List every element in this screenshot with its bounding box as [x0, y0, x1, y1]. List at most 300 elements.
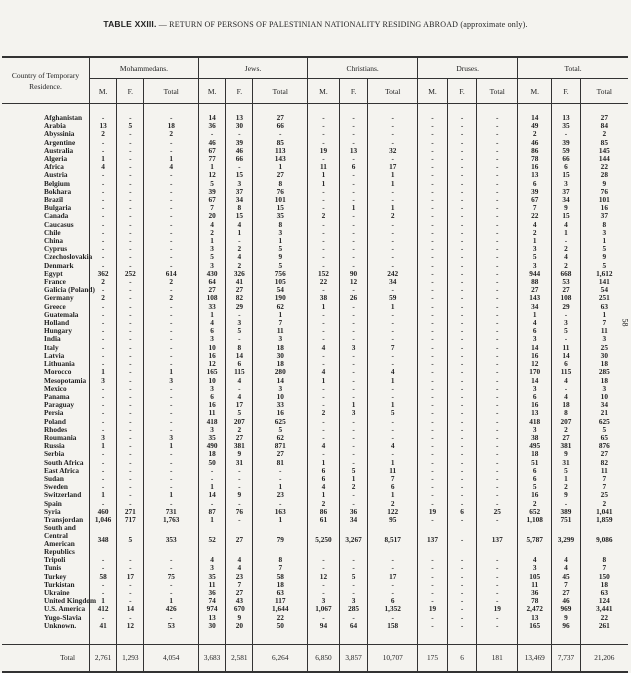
value-cell: 1: [518, 237, 552, 245]
value-cell: 6: [198, 327, 225, 335]
value-cell: 4,054: [144, 644, 199, 672]
value-cell: -: [339, 286, 367, 294]
value-cell: -: [418, 500, 448, 508]
value-cell: 30: [580, 352, 628, 360]
value-cell: 7: [368, 475, 418, 483]
value-cell: -: [117, 237, 144, 245]
value-cell: 23: [226, 573, 253, 581]
value-cell: 190: [253, 294, 308, 302]
value-cell: -: [368, 237, 418, 245]
value-cell: 969: [552, 605, 580, 613]
country-cell: Latvia: [44, 350, 65, 360]
value-cell: 10: [580, 393, 628, 401]
value-cell: 63: [580, 589, 628, 597]
value-cell: 170: [518, 368, 552, 376]
value-cell: 1: [308, 180, 340, 188]
value-cell: -: [89, 188, 116, 196]
value-cell: [308, 630, 340, 645]
value-cell: -: [308, 418, 340, 426]
value-cell: -: [477, 221, 518, 229]
value-cell: 79: [253, 524, 308, 556]
value-cell: -: [368, 434, 418, 442]
value-cell: 9: [226, 614, 253, 622]
value-cell: -: [552, 385, 580, 393]
value-cell: 4: [226, 393, 253, 401]
value-cell: -: [308, 385, 340, 393]
value-cell: -: [144, 196, 199, 204]
value-cell: 1: [552, 475, 580, 483]
value-cell: 84: [580, 122, 628, 130]
value-cell: 31: [552, 459, 580, 467]
value-cell: 5: [580, 262, 628, 270]
value-cell: -: [339, 393, 367, 401]
value-cell: -: [447, 605, 477, 613]
value-cell: 4: [518, 221, 552, 229]
value-cell: 13,469: [518, 644, 552, 672]
value-cell: -: [339, 221, 367, 229]
value-cell: 4: [308, 368, 340, 376]
value-cell: -: [89, 401, 116, 409]
value-cell: 652: [518, 508, 552, 516]
subheader-cell: Total: [368, 79, 418, 104]
value-cell: 163: [253, 508, 308, 516]
value-cell: 1: [144, 491, 199, 499]
value-cell: 460: [89, 508, 116, 516]
return-table: [2, 56, 628, 673]
value-cell: -: [447, 483, 477, 491]
group-header-christians: Christians.: [308, 57, 418, 79]
value-cell: 38: [308, 294, 340, 302]
value-cell: 66: [552, 155, 580, 163]
value-cell: 348: [89, 524, 116, 556]
value-cell: 5: [580, 245, 628, 253]
value-cell: 280: [253, 368, 308, 376]
value-cell: 1: [339, 475, 367, 483]
value-cell: -: [418, 409, 448, 417]
value-cell: -: [308, 581, 340, 589]
value-cell: -: [447, 311, 477, 319]
value-cell: -: [418, 212, 448, 220]
value-cell: -: [89, 393, 116, 401]
value-cell: 1: [368, 491, 418, 499]
value-cell: 1: [253, 516, 308, 524]
value-cell: 78: [518, 597, 552, 605]
value-cell: 1: [308, 377, 340, 385]
value-cell: 3: [253, 385, 308, 393]
value-cell: -: [339, 335, 367, 343]
value-cell: -: [368, 130, 418, 138]
value-cell: -: [447, 352, 477, 360]
value-cell: -: [477, 278, 518, 286]
value-cell: -: [477, 237, 518, 245]
value-cell: 2,581: [226, 644, 253, 672]
value-cell: -: [89, 426, 116, 434]
value-cell: -: [368, 385, 418, 393]
value-cell: -: [117, 245, 144, 253]
subheader-cell: Total: [477, 79, 518, 104]
country-cell: Total: [2, 644, 89, 672]
value-cell: 7: [580, 564, 628, 572]
country-cell: Caucasus: [44, 219, 74, 229]
value-cell: -: [368, 352, 418, 360]
value-cell: 10: [253, 393, 308, 401]
country-cell: Belgium: [44, 178, 70, 188]
value-cell: -: [339, 434, 367, 442]
value-cell: -: [339, 614, 367, 622]
value-cell: 27: [552, 286, 580, 294]
value-cell: -: [477, 622, 518, 630]
country-cell: Australia: [44, 145, 74, 155]
value-cell: -: [477, 581, 518, 589]
value-cell: 1: [144, 155, 199, 163]
subheader-cell: Total: [144, 79, 199, 104]
value-cell: -: [144, 237, 199, 245]
value-cell: -: [117, 253, 144, 261]
value-cell: 4: [226, 556, 253, 564]
value-cell: -: [339, 303, 367, 311]
value-cell: 2: [89, 294, 116, 302]
value-cell: 4: [144, 163, 199, 171]
value-cell: -: [477, 171, 518, 179]
value-cell: 39: [552, 139, 580, 147]
value-cell: -: [117, 401, 144, 409]
value-cell: 4: [308, 483, 340, 491]
value-cell: 5,250: [308, 524, 340, 556]
value-cell: 6: [308, 475, 340, 483]
value-cell: 12: [339, 278, 367, 286]
value-cell: -: [447, 344, 477, 352]
value-cell: -: [144, 335, 199, 343]
value-cell: 3: [144, 377, 199, 385]
value-cell: -: [144, 262, 199, 270]
value-cell: 27: [226, 286, 253, 294]
value-cell: 2: [580, 500, 628, 508]
value-cell: 34: [518, 303, 552, 311]
value-cell: 3,267: [339, 524, 367, 556]
value-cell: 15: [226, 212, 253, 220]
value-cell: -: [308, 434, 340, 442]
value-cell: 63: [253, 589, 308, 597]
value-cell: [226, 630, 253, 645]
value-cell: -: [368, 122, 418, 130]
value-cell: 54: [580, 286, 628, 294]
value-cell: -: [447, 245, 477, 253]
value-cell: -: [144, 253, 199, 261]
value-cell: -: [339, 319, 367, 327]
value-cell: -: [308, 196, 340, 204]
value-cell: 35: [198, 573, 225, 581]
value-cell: 7: [226, 581, 253, 589]
value-cell: 1: [198, 483, 225, 491]
value-cell: -: [117, 212, 144, 220]
country-cell: Guatemala: [44, 309, 79, 319]
value-cell: 3: [518, 426, 552, 434]
value-cell: 3: [226, 180, 253, 188]
value-cell: -: [89, 171, 116, 179]
value-cell: 3: [518, 262, 552, 270]
value-cell: 113: [253, 147, 308, 155]
value-cell: -: [339, 155, 367, 163]
value-cell: 7,737: [552, 644, 580, 672]
value-cell: [117, 630, 144, 645]
value-cell: 5: [552, 327, 580, 335]
value-cell: -: [117, 385, 144, 393]
value-cell: 7: [518, 204, 552, 212]
value-cell: -: [117, 614, 144, 622]
value-cell: -: [477, 229, 518, 237]
value-cell: 108: [198, 294, 225, 302]
country-cell: Abyssinia: [44, 129, 75, 139]
value-cell: 285: [580, 368, 628, 376]
value-cell: -: [308, 360, 340, 368]
value-cell: 1,293: [117, 644, 144, 672]
value-cell: 2: [144, 278, 199, 286]
country-cell: Persia: [44, 408, 64, 418]
value-cell: -: [117, 327, 144, 335]
value-cell: -: [368, 426, 418, 434]
value-cell: 17: [117, 573, 144, 581]
value-cell: 77: [198, 155, 225, 163]
value-cell: -: [89, 147, 116, 155]
value-cell: 1: [89, 368, 116, 376]
value-cell: 46: [518, 139, 552, 147]
value-cell: -: [89, 139, 116, 147]
value-cell: 6: [518, 393, 552, 401]
value-cell: -: [339, 327, 367, 335]
value-cell: -: [552, 130, 580, 138]
value-cell: 62: [253, 303, 308, 311]
value-cell: -: [198, 130, 225, 138]
value-cell: -: [368, 581, 418, 589]
value-cell: -: [89, 344, 116, 352]
value-cell: 4: [552, 377, 580, 385]
value-cell: -: [117, 368, 144, 376]
value-cell: [447, 630, 477, 645]
country-cell: Unknown.: [44, 620, 77, 630]
value-cell: 117: [253, 597, 308, 605]
value-cell: -: [117, 409, 144, 417]
value-cell: 242: [368, 270, 418, 278]
value-cell: 30: [226, 122, 253, 130]
value-cell: 58: [253, 573, 308, 581]
country-cell: Algeria: [44, 154, 68, 164]
value-cell: -: [89, 459, 116, 467]
value-cell: 45: [552, 573, 580, 581]
value-cell: 7: [580, 475, 628, 483]
value-cell: 2: [518, 130, 552, 138]
value-cell: 2: [552, 426, 580, 434]
country-cell: United Kingdom: [44, 596, 97, 606]
value-cell: 62: [253, 434, 308, 442]
value-cell: 1: [368, 377, 418, 385]
value-cell: 9: [253, 253, 308, 261]
value-cell: 35: [198, 434, 225, 442]
value-cell: -: [308, 286, 340, 294]
value-cell: -: [117, 139, 144, 147]
value-cell: 25: [477, 508, 518, 516]
value-cell: 2: [552, 245, 580, 253]
value-cell: 974: [198, 605, 225, 613]
country-cell: Tunis: [44, 563, 62, 573]
value-cell: 34: [368, 278, 418, 286]
value-cell: -: [447, 253, 477, 261]
value-cell: -: [339, 245, 367, 253]
value-cell: -: [368, 564, 418, 572]
value-cell: -: [447, 573, 477, 581]
country-cell: Yugo-Slavia: [44, 612, 82, 622]
value-cell: 7: [253, 564, 308, 572]
value-cell: -: [339, 139, 367, 147]
value-cell: -: [477, 377, 518, 385]
value-cell: 2: [226, 245, 253, 253]
country-cell: Egypt: [44, 268, 63, 278]
value-cell: -: [477, 319, 518, 327]
value-cell: -: [89, 212, 116, 220]
value-cell: -: [117, 155, 144, 163]
value-cell: -: [144, 147, 199, 155]
value-cell: -: [117, 262, 144, 270]
value-cell: -: [447, 516, 477, 524]
value-cell: 85: [580, 139, 628, 147]
value-cell: 15: [552, 212, 580, 220]
value-cell: 81: [253, 459, 308, 467]
value-cell: 58: [89, 573, 116, 581]
value-cell: 3: [552, 180, 580, 188]
value-cell: -: [226, 475, 253, 483]
value-cell: 1: [89, 442, 116, 450]
value-cell: -: [308, 262, 340, 270]
value-cell: 145: [580, 147, 628, 155]
value-cell: -: [477, 409, 518, 417]
value-cell: 18: [253, 581, 308, 589]
value-cell: -: [117, 483, 144, 491]
value-cell: 14: [552, 352, 580, 360]
value-cell: -: [117, 114, 144, 122]
value-cell: 5: [518, 483, 552, 491]
value-cell: -: [418, 245, 448, 253]
value-cell: 36: [339, 508, 367, 516]
country-cell: Denmark: [44, 260, 74, 270]
value-cell: -: [477, 253, 518, 261]
value-cell: -: [368, 450, 418, 458]
value-cell: 3: [518, 385, 552, 393]
value-cell: -: [144, 212, 199, 220]
value-cell: 1: [308, 303, 340, 311]
value-cell: -: [117, 442, 144, 450]
value-cell: -: [368, 360, 418, 368]
value-cell: -: [477, 401, 518, 409]
value-cell: 5: [580, 426, 628, 434]
group-header-total: Total.: [518, 57, 628, 79]
value-cell: 4: [89, 163, 116, 171]
value-cell: 3: [339, 597, 367, 605]
value-cell: 4: [308, 442, 340, 450]
value-cell: 4: [226, 221, 253, 229]
value-cell: -: [117, 467, 144, 475]
country-cell: Bokhara: [44, 186, 72, 196]
value-cell: 8: [253, 556, 308, 564]
value-cell: 4: [552, 556, 580, 564]
value-cell: -: [477, 450, 518, 458]
value-cell: 3,857: [339, 644, 367, 672]
value-cell: 21,206: [580, 644, 628, 672]
value-cell: -: [144, 564, 199, 572]
value-cell: -: [477, 442, 518, 450]
value-cell: 4: [518, 556, 552, 564]
value-cell: -: [144, 114, 199, 122]
value-cell: -: [89, 180, 116, 188]
value-cell: -: [117, 491, 144, 499]
value-cell: 75: [144, 573, 199, 581]
value-cell: 150: [580, 573, 628, 581]
value-cell: -: [477, 163, 518, 171]
value-cell: 5: [198, 180, 225, 188]
value-cell: 6: [518, 467, 552, 475]
value-cell: -: [368, 221, 418, 229]
value-cell: -: [447, 368, 477, 376]
value-cell: -: [339, 188, 367, 196]
value-cell: 2: [144, 130, 199, 138]
value-cell: -: [308, 155, 340, 163]
value-cell: -: [308, 327, 340, 335]
value-cell: -: [339, 418, 367, 426]
country-cell: Russia: [44, 441, 65, 451]
country-cell: Cyprus: [44, 244, 68, 254]
value-cell: 14: [253, 377, 308, 385]
value-cell: -: [552, 237, 580, 245]
value-cell: 53: [552, 278, 580, 286]
value-cell: -: [308, 556, 340, 564]
value-cell: -: [339, 360, 367, 368]
value-cell: 3,683: [198, 644, 225, 672]
value-cell: 9: [552, 614, 580, 622]
value-cell: -: [226, 467, 253, 475]
value-cell: 7: [253, 319, 308, 327]
value-cell: -: [117, 286, 144, 294]
country-cell: Brazil: [44, 195, 64, 205]
value-cell: 4: [226, 564, 253, 572]
value-cell: 6: [447, 644, 477, 672]
value-cell: -: [144, 483, 199, 491]
value-cell: 13: [552, 114, 580, 122]
value-cell: -: [447, 139, 477, 147]
value-cell: 19: [418, 605, 448, 613]
value-cell: -: [418, 393, 448, 401]
value-cell: -: [89, 352, 116, 360]
subheader-cell: M.: [418, 79, 448, 104]
value-cell: -: [418, 467, 448, 475]
value-cell: -: [117, 221, 144, 229]
value-cell: -: [447, 286, 477, 294]
value-cell: -: [89, 327, 116, 335]
value-cell: 8,517: [368, 524, 418, 556]
value-cell: -: [447, 262, 477, 270]
value-cell: 6: [447, 508, 477, 516]
value-cell: -: [368, 155, 418, 163]
value-cell: -: [368, 139, 418, 147]
value-cell: -: [477, 180, 518, 188]
value-cell: 251: [580, 294, 628, 302]
country-cell: Afghanistan: [44, 113, 83, 122]
value-cell: -: [339, 196, 367, 204]
value-cell: -: [447, 204, 477, 212]
value-cell: 27: [253, 450, 308, 458]
value-cell: 6: [368, 483, 418, 491]
value-cell: 65: [580, 434, 628, 442]
value-cell: 3: [518, 335, 552, 343]
value-cell: 124: [580, 597, 628, 605]
value-cell: 37: [226, 188, 253, 196]
